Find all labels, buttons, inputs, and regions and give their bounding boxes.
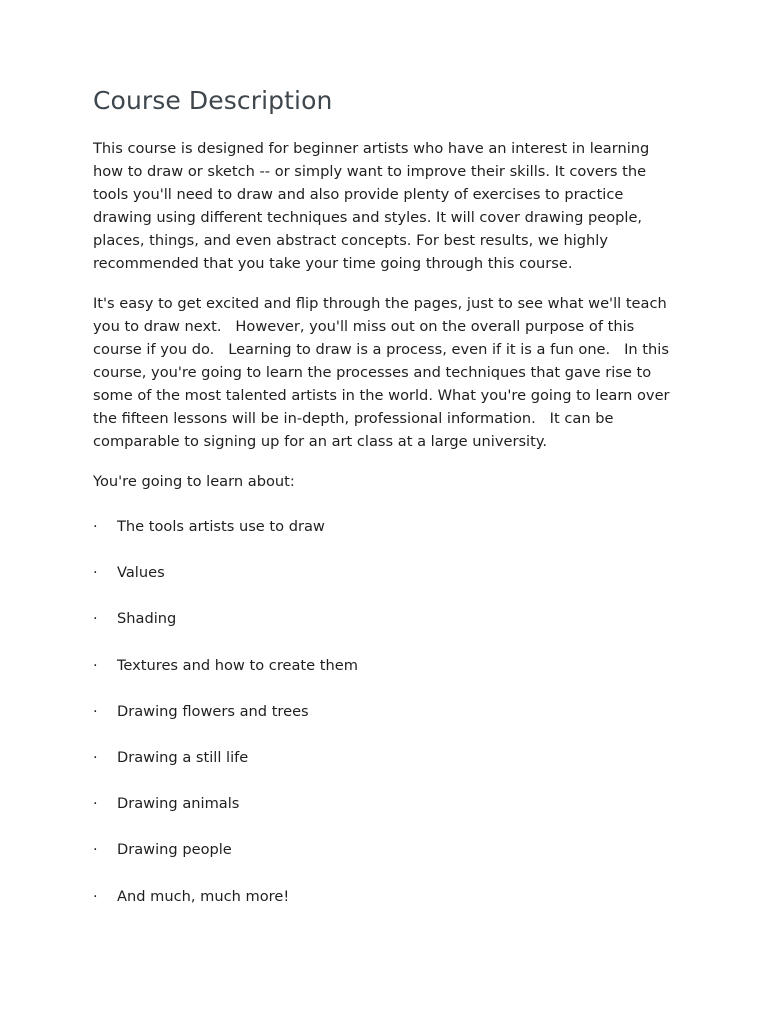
list-item [93,838,678,884]
bullet-icon: · [93,795,98,813]
list-item-text: Drawing people [117,841,232,859]
bullet-icon: · [93,564,98,582]
list-item-text: Drawing animals [117,795,240,813]
bullet-icon: · [93,518,98,535]
bullet-icon: · [93,656,98,674]
list-item [93,792,678,838]
list-item-text: Drawing a still life [117,748,249,766]
list-item-text: The tools artists use to draw [117,518,325,535]
paragraph-course-overview: This course is designed for beginner artists who have an interest in learning how to draw or sketch -- or simply want to improve their skills. It covers the tools you'll need to draw and also provide plenty of exercises to practice drawing using different techniques and styles. It will cover drawing people, places, things, and even abstract concepts. For best results, we highly recommended that you take your time going through this course. [93,140,654,272]
list-item-text: Shading [117,610,177,628]
list-item [93,700,678,746]
list-intro: You're going to learn about: [93,473,295,490]
list-item [93,746,678,792]
page-title: Course Description [93,86,333,115]
bullet-icon: · [93,610,98,628]
bullet-icon: · [93,887,98,905]
list-item-text: Drawing flowers and trees [117,702,309,720]
topic-list [93,515,678,931]
bullet-icon: · [93,748,98,766]
list-item-text: Textures and how to create them [117,656,358,674]
list-item [93,885,678,931]
bullet-icon: · [93,702,98,720]
list-item-text: And much, much more! [117,887,290,905]
bullet-icon: · [93,841,98,859]
list-item [93,654,678,700]
list-item [93,561,678,607]
list-item-text: Values [117,564,165,582]
list-item [93,607,678,653]
paragraph-course-purpose: It's easy to get excited and flip through the pages, just to see what we'll teach you to draw next. However, you'll miss out on the overall purpose of this course if you do. Learning to draw is a process, even if it is a fun one. In this course, you're going to learn the processes and techniques that gave rise to some of the most talented artists in the world. What you're going to learn over the fifteen lessons will be in-depth, professional information. It can be comparable to signing up for an art class at a large university. [93,295,675,450]
list-item [93,515,678,561]
